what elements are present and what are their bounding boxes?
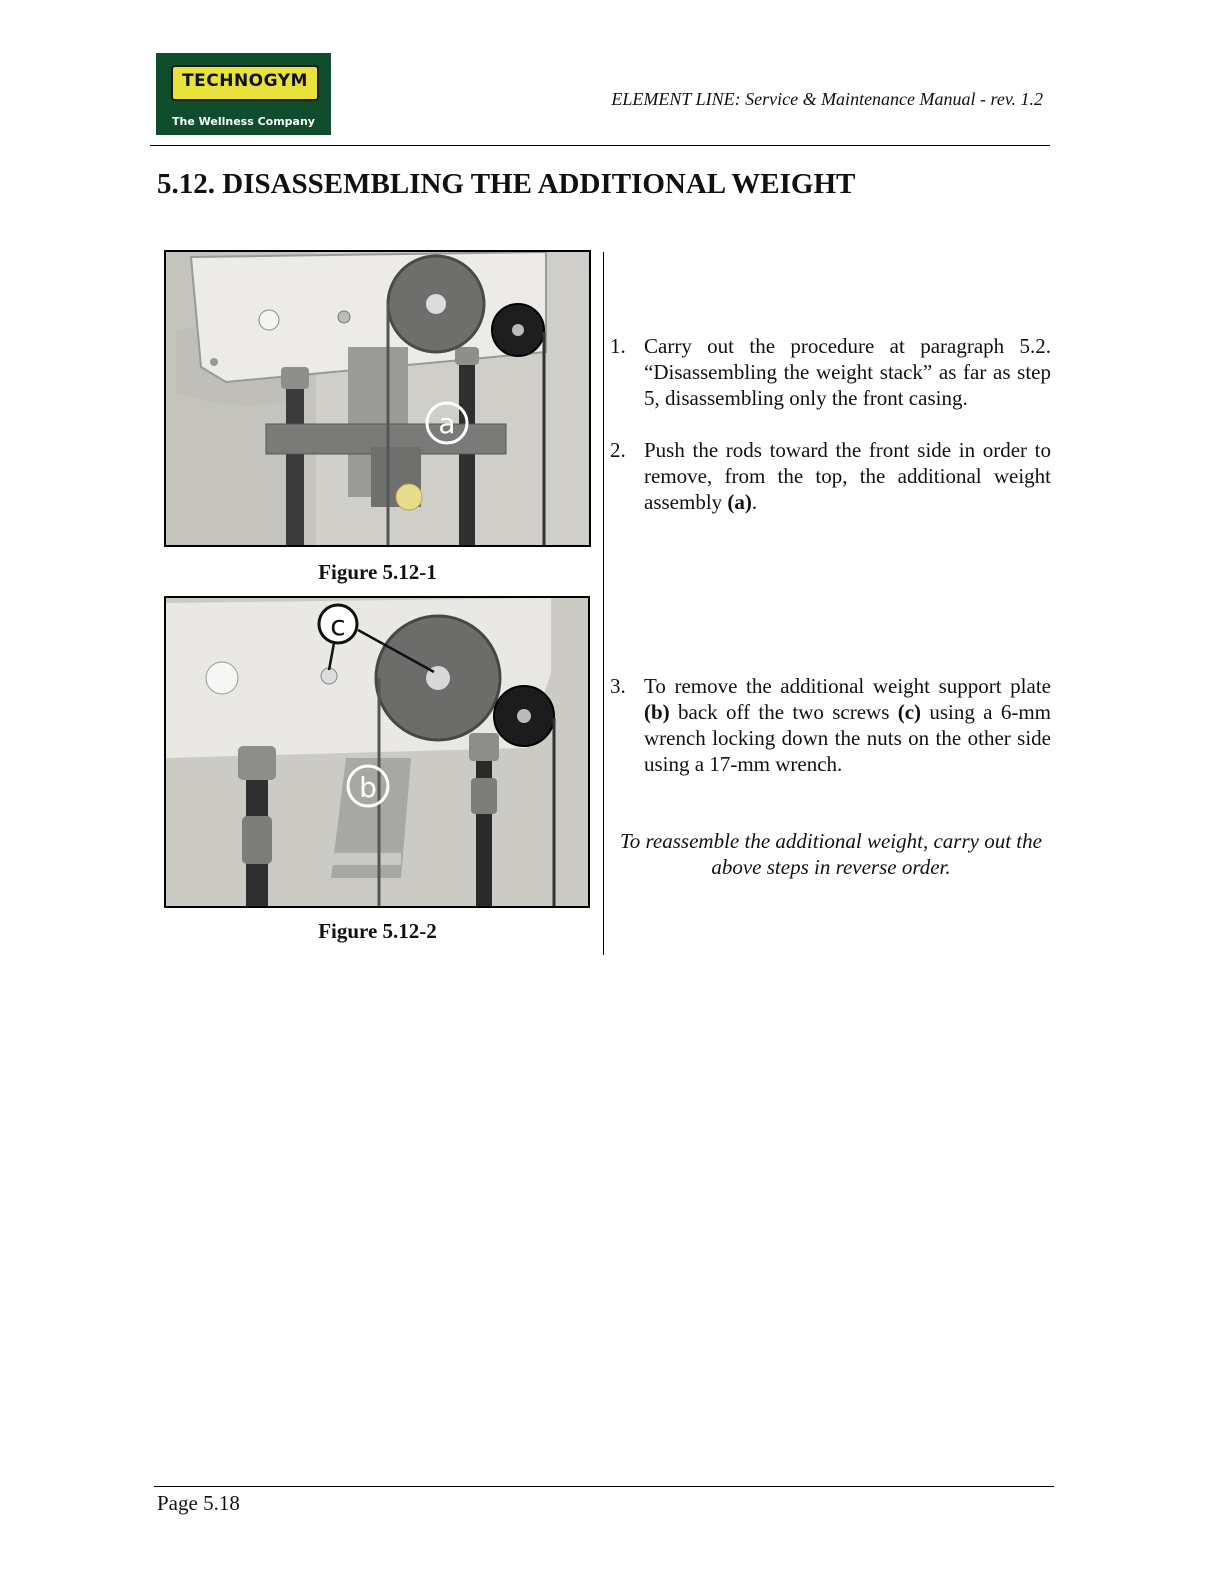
running-header-title: ELEMENT LINE: Service & Maintenance Manual - rev. 1.2 (611, 89, 1043, 109)
step-2-ref-a: (a) (727, 490, 752, 514)
step-2-text (644, 437, 1051, 515)
step-3-text-2: back off the two screws (669, 700, 898, 724)
logo-tagline: The Wellness Company (172, 115, 315, 128)
step-3-text-1: To remove the additional weight support plate (644, 674, 1051, 698)
step-2-text-after: . (751, 490, 758, 514)
figure-1-illustration (166, 252, 589, 545)
logo-badge (171, 65, 319, 101)
callout-b-label: b (359, 771, 377, 804)
figure-caption-2: Figure 5.12-2 (318, 919, 437, 943)
step-1-text: Carry out the procedure at paragraph 5.2. “Disassembling the weight stack” as far as step 5, disassembling only the front casing. (644, 334, 1051, 410)
logo-brand-text: TECHNOGYM (182, 71, 308, 91)
figure-photo-2 (164, 596, 590, 908)
step-3-ref-b: (b) (644, 700, 670, 724)
header-rule (150, 145, 1050, 146)
figure-caption-1: Figure 5.12-1 (318, 560, 437, 584)
step-2 (610, 437, 1051, 515)
reassembly-note: To reassemble the additional weight, carry out the above steps in reverse order. (620, 829, 1042, 879)
page-number: Page 5.18 (157, 1491, 240, 1515)
footer-rule (154, 1486, 1054, 1487)
step-3-text-3: using a 6-mm wrench locking down the nuts on the other side using a 17-mm wrench. (644, 700, 1051, 776)
figure-photo-1 (164, 250, 591, 547)
step-3 (610, 673, 1051, 777)
step-3-number: 3. (610, 674, 626, 698)
step-3-text (644, 673, 1051, 777)
step-1-number: 1. (610, 334, 626, 358)
technogym-logo (156, 53, 331, 135)
callout-c-label: c (330, 609, 346, 642)
step-3-ref-c: (c) (897, 700, 922, 724)
figure-2-illustration (166, 598, 588, 906)
callout-a-label: a (438, 407, 456, 440)
step-2-text-before: Push the rods toward the front side in order to remove, from the top, the additional weight assembly (644, 438, 1051, 514)
column-divider (603, 252, 604, 955)
step-1 (610, 333, 1051, 411)
section-title: 5.12. DISASSEMBLING THE ADDITIONAL WEIGHT (157, 168, 856, 200)
step-2-number: 2. (610, 438, 626, 462)
